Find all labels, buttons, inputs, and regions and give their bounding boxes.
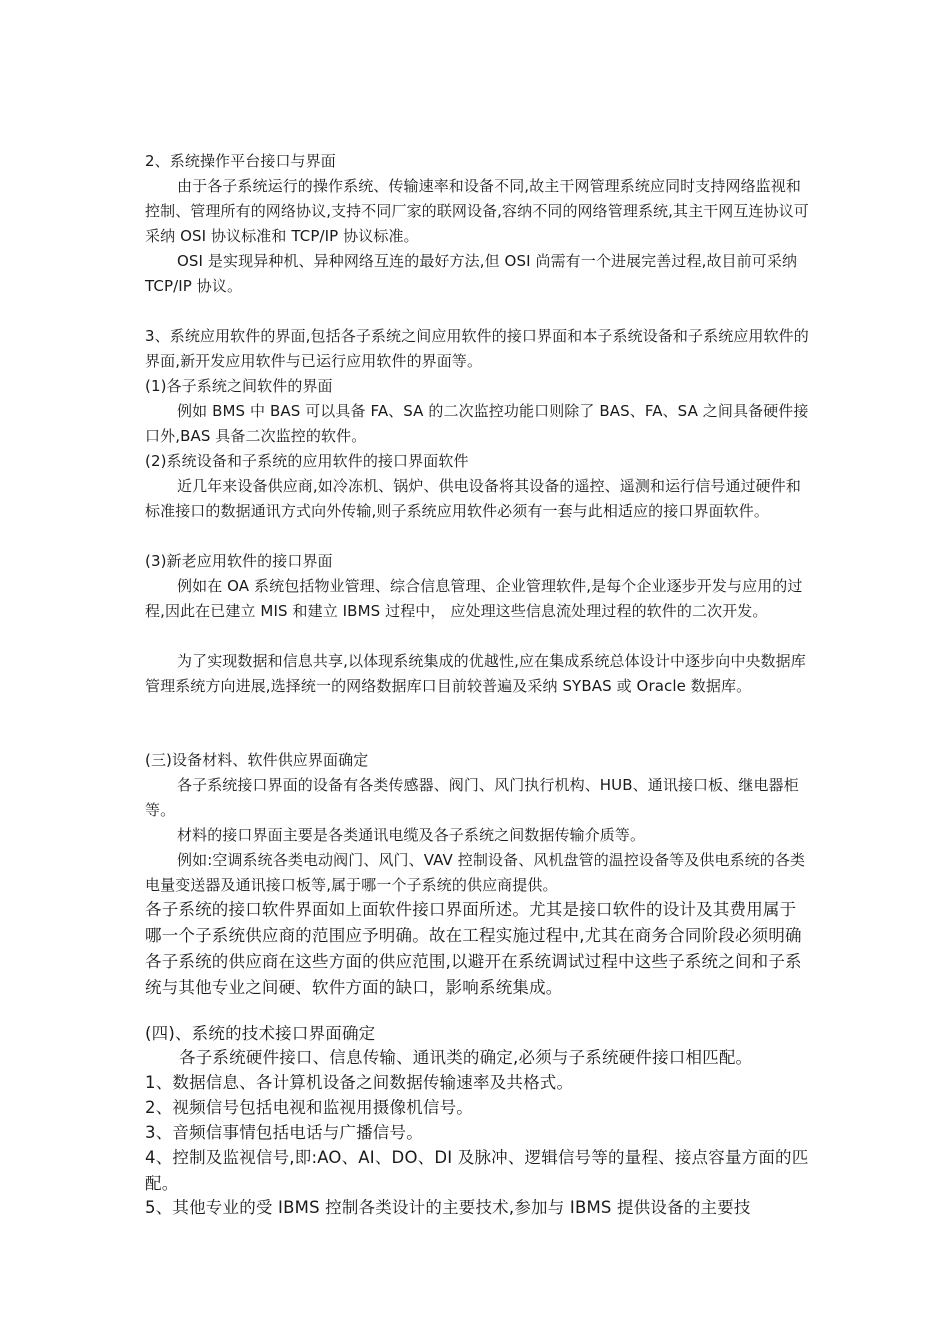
paragraph: 为了实现数据和信息共享,以体现系统集成的优越性,应在集成系统总体设计中逐步向中央数据库管理系统方向进展,选择统一的网络数据库口目前较普遍及采纳 SYBAS 或 Oracle 数据库。 (145, 652, 806, 695)
paragraph-large: 各子系统的接口软件界面如上面软件接口界面所述。尤其是接口软件的设计及其费用属于哪一个子系统供应商的范围应予明确。故在工程实施过程中,尤其在商务合同阶段必须明确各子系统的供应商在这些方面的供应范围,以避开在系统调试过程中这些子系统之间和子系统与其他专业之间硬、软件方面的缺口，影响系统集成。 (145, 900, 802, 997)
list-item: 5、其他专业的受 IBMS 控制各类设计的主要技术,参加与 IBMS 提供设备的主要技 (145, 1198, 751, 1217)
section-heading-four: (四)、系统的技术接口界面确定 (145, 1024, 376, 1043)
paragraph: 材料的接口界面主要是各类通讯电缆及各子系统之间数据传输介质等。 (177, 826, 646, 844)
subheading: (1)各子系统之间软件的界面 (145, 377, 333, 395)
section-heading-2: 2、系统操作平台接口与界面 (145, 152, 336, 170)
paragraph: 各子系统接口界面的设备有各类传感器、阀门、风门执行机构、HUB、通讯接口板、继电器柜等。 (145, 776, 799, 819)
paragraph: 例如在 OA 系统包括物业管理、综合信息管理、企业管理软件,是每个企业逐步开发与应用的过程,因此在已建立 MIS 和建立 IBMS 过程中， 应处理这些信息流处理过程的软件的二次开发。 (145, 577, 803, 620)
paragraph: 例如:空调系统各类电动阀门、风门、VAV 控制设备、风机盘管的温控设备等及供电系统的各类电量变送器及通讯接口板等,属于哪一个子系统的供应商提供。 (145, 851, 806, 894)
paragraph: OSI 是实现异种机、异种网络互连的最好方法,但 OSI 尚需有一个进展完善过程,故目前可采纳 TCP/IP 协议。 (145, 252, 798, 295)
paragraph: 各子系统硬件接口、信息传输、通讯类的确定,必须与子系统硬件接口相匹配。 (179, 1048, 753, 1067)
section-heading-three: (三)设备材料、软件供应界面确定 (145, 751, 369, 769)
list-item: 2、视频信号包括电视和监视用摄像机信号。 (145, 1098, 473, 1117)
subheading: (3)新老应用软件的接口界面 (145, 552, 333, 570)
paragraph: 由于各子系统运行的操作系统、传输速率和设备不同,故主干网管理系统应同时支持网络监视和控制、管理所有的网络协议,支持不同厂家的联网设备,容纳不同的网络管理系统,其主干网互连协议可采纳 OSI 协议标准和 TCP/IP 协议标准。 (145, 177, 809, 245)
paragraph: 例如 BMS 中 BAS 可以具备 FA、SA 的二次监控功能口则除了 BAS、FA、SA 之间具备硬件接口外,BAS 具备二次监控的软件。 (145, 402, 809, 445)
subheading: (2)系统设备和子系统的应用软件的接口界面软件 (145, 452, 469, 470)
list-item: 1、数据信息、各计算机设备之间数据传输速率及共格式。 (145, 1073, 574, 1092)
section-heading-3: 3、系统应用软件的界面,包括各子系统之间应用软件的接口界面和本子系统设备和子系统应用软件的界面,新开发应用软件与已运行应用软件的界面等。 (145, 327, 809, 370)
list-item: 4、控制及监视信号,即:AO、AI、DO、DI 及脉冲、逻辑信号等的量程、接点容量方面的匹配。 (145, 1148, 809, 1193)
list-item: 3、音频信事情包括电话与广播信号。 (145, 1123, 423, 1142)
paragraph: 近几年来设备供应商,如冷冻机、锅炉、供电设备将其设备的遥控、遥测和运行信号通过硬件和标准接口的数据通讯方式向外传输,则子系统应用软件必须有一套与此相适应的接口界面软件。 (145, 477, 801, 520)
